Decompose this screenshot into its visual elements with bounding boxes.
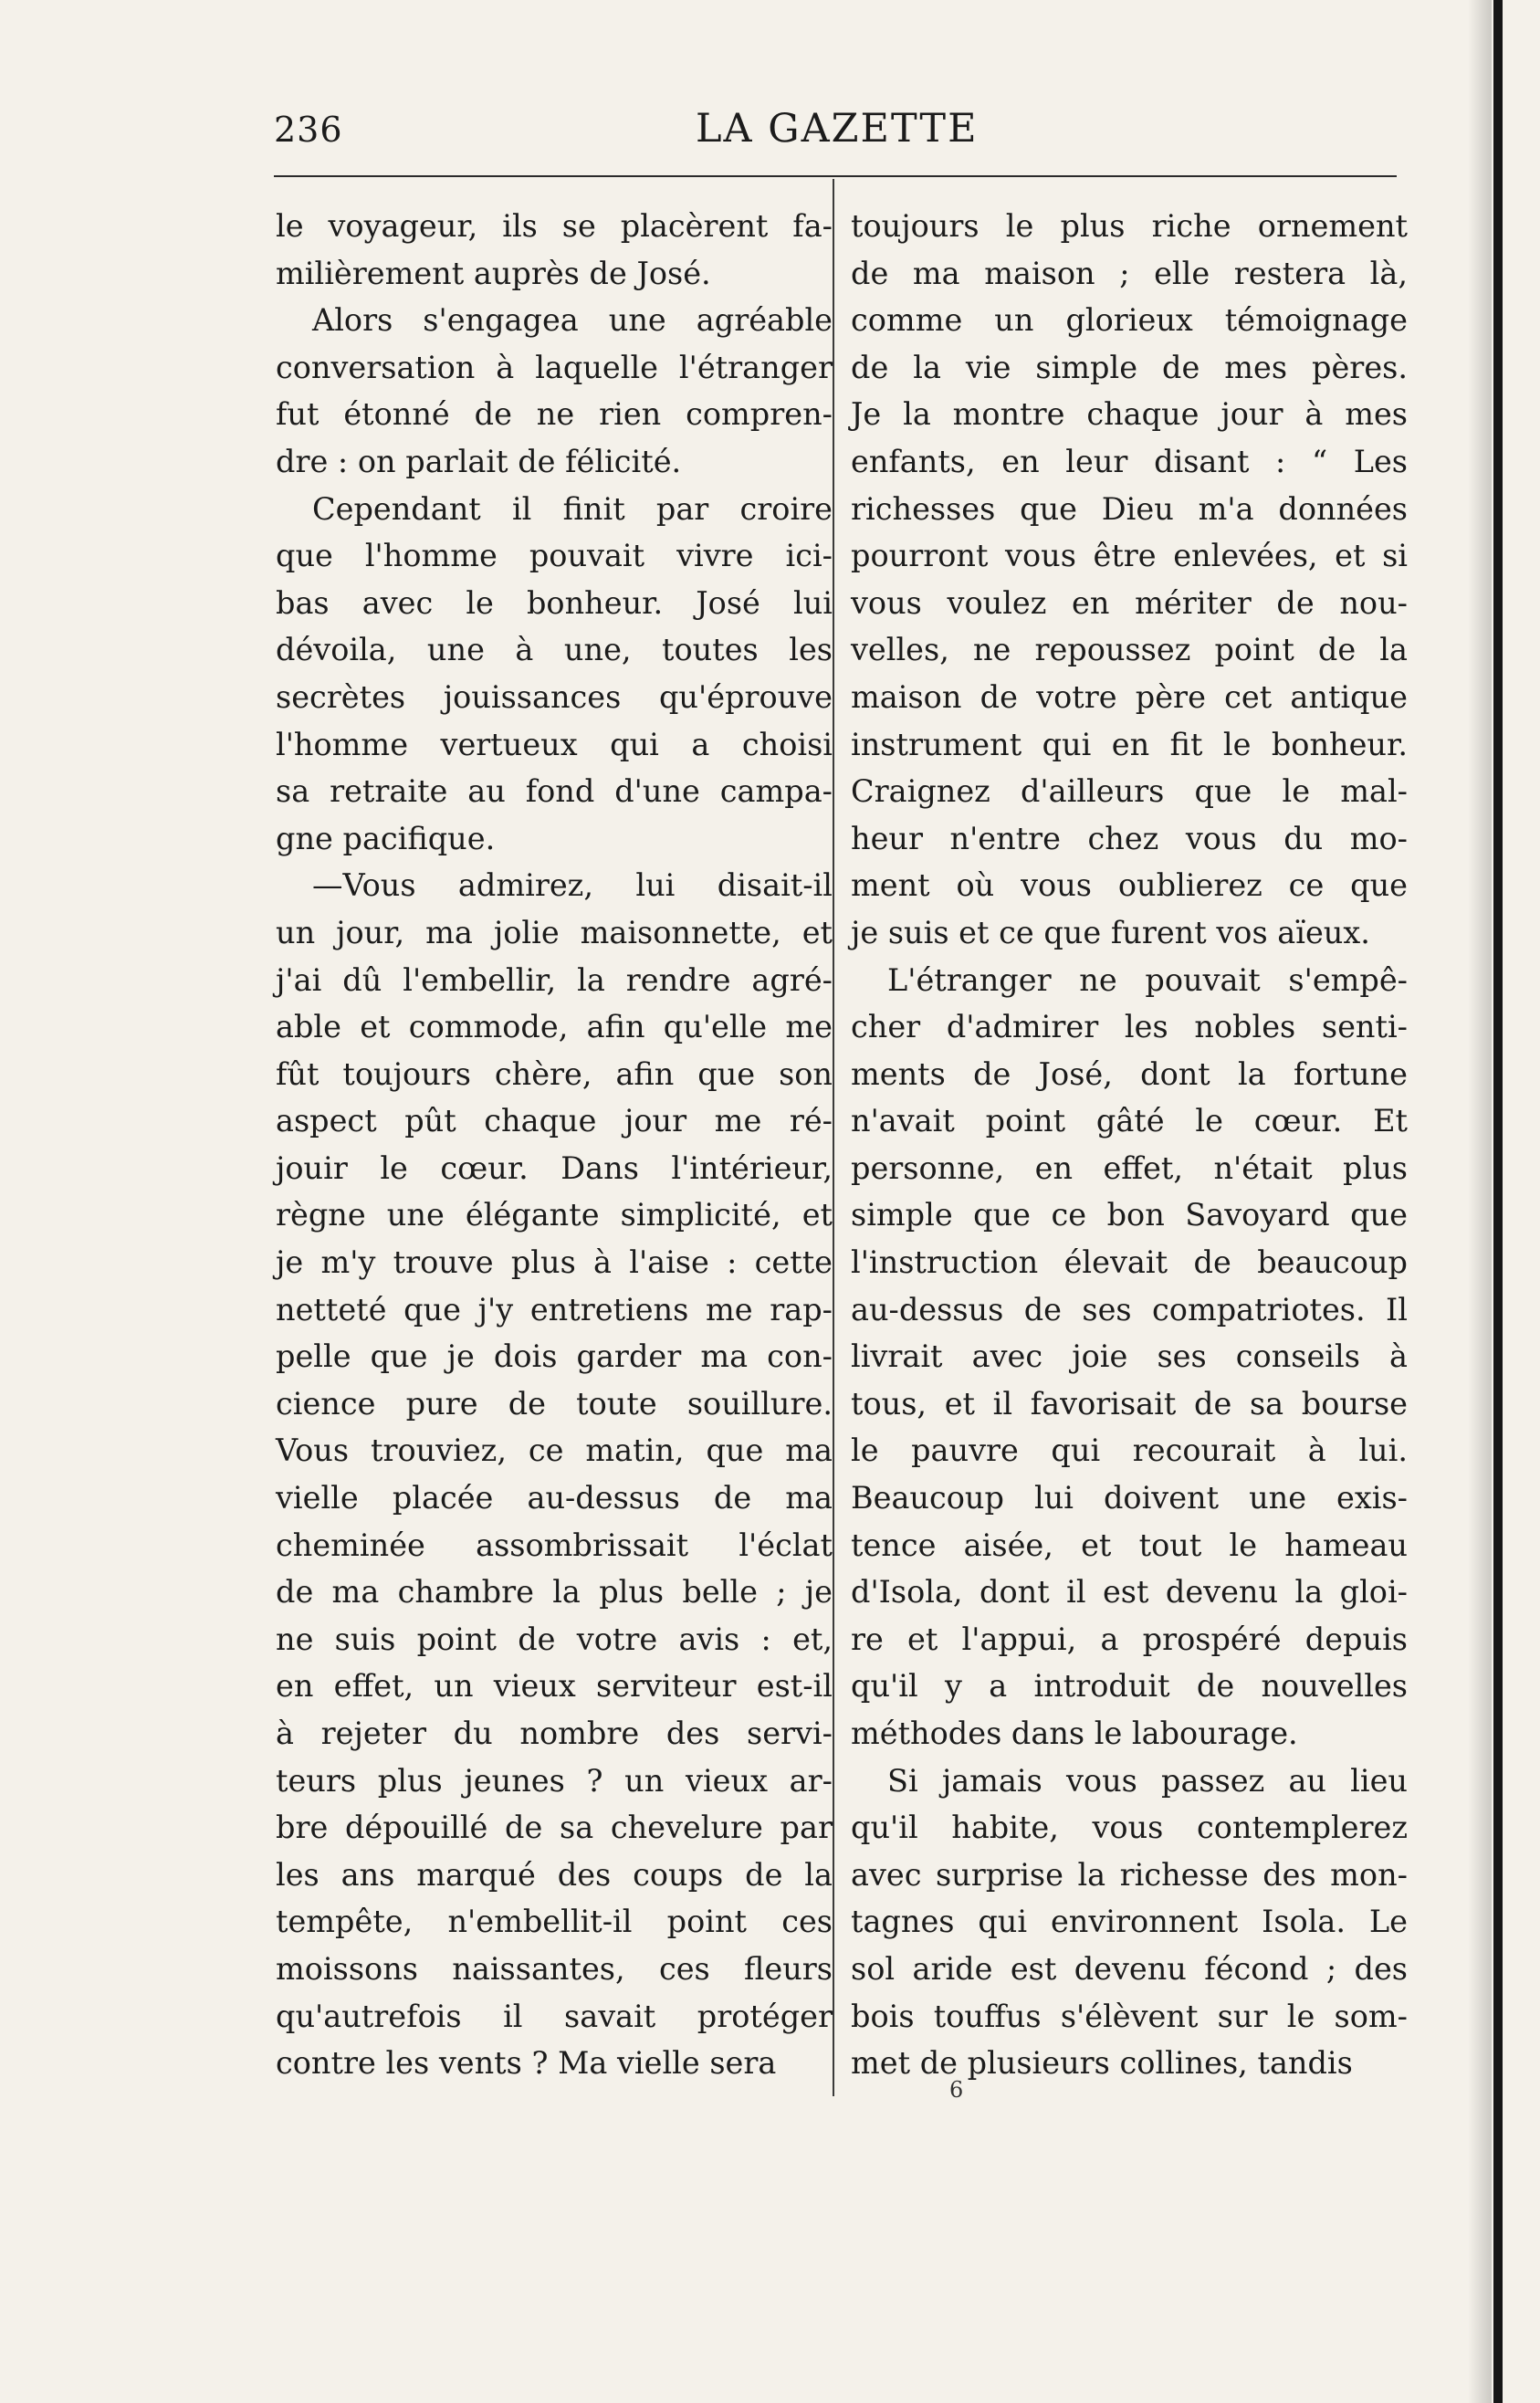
text-line: Craignez d'ailleurs que le mal-: [851, 773, 1408, 810]
text-line: L'étranger ne pouvait s'empê-: [887, 961, 1408, 998]
text-line: tagnes qui environnent Isola. Le: [851, 1904, 1408, 1940]
text-line: de ma chambre la plus belle ; je: [276, 1574, 833, 1611]
text-line: —Vous admirez, lui disait-il: [312, 867, 833, 904]
text-line: heur n'entre chez vous du mo-: [851, 820, 1408, 856]
text-line: fût toujours chère, afin que son: [276, 1055, 833, 1092]
text-line: je m'y trouve plus à l'aise : cette: [276, 1244, 833, 1281]
text-line: vielle placée au-dessus de ma: [276, 1480, 833, 1516]
text-line: comme un glorieux témoignage: [851, 302, 1408, 339]
text-line: ment où vous oublierez ce que: [851, 867, 1408, 904]
text-line: sol aride est devenu fécond ; des: [851, 1950, 1408, 1987]
text-line: jouir le cœur. Dans l'intérieur,: [276, 1149, 833, 1186]
text-line: n'avait point gâté le cœur. Et: [851, 1103, 1408, 1139]
text-line: Beaucoup lui doivent une exis-: [851, 1480, 1408, 1516]
text-line: en effet, un vieux serviteur est-il: [276, 1668, 833, 1705]
text-line: toujours le plus riche ornement: [851, 208, 1408, 244]
header-rule: [274, 175, 1397, 177]
text-line: tence aisée, et tout le hameau: [851, 1527, 1408, 1563]
page-header: [274, 102, 1397, 166]
text-line: instrument qui en fit le bonheur.: [851, 726, 1408, 762]
left-column: [276, 203, 833, 2087]
text-line: un jour, ma jolie maisonnette, et: [276, 914, 833, 950]
text-line: Alors s'engagea une agréable: [312, 302, 833, 339]
text-line: secrètes jouissances qu'éprouve: [276, 678, 833, 715]
text-line: ments de José, dont la fortune: [851, 1055, 1408, 1092]
text-line: les ans marqué des coups de la: [276, 1856, 833, 1893]
text-line: de la vie simple de mes pères.: [851, 349, 1408, 385]
text-line: gne pacifique.: [276, 820, 496, 856]
text-line: teurs plus jeunes ? un vieux ar-: [276, 1762, 833, 1799]
column-divider: [833, 179, 834, 2096]
text-line: Je la montre chaque jour à mes: [851, 396, 1408, 433]
text-line: méthodes dans le labourage.: [851, 1716, 1298, 1751]
text-line: règne une élégante simplicité, et: [276, 1197, 833, 1233]
page-binding-edge: [1493, 0, 1503, 2403]
text-line: richesses que Dieu m'a données: [851, 490, 1408, 527]
text-line: tempête, n'embellit-il point ces: [276, 1904, 833, 1940]
text-line: maison de votre père cet antique: [851, 678, 1408, 715]
page-number: 236: [274, 110, 343, 150]
text-line: cher d'admirer les nobles senti-: [851, 1009, 1408, 1045]
text-line: dévoila, une à une, toutes les: [276, 632, 833, 668]
text-line: l'homme vertueux qui a choisi: [276, 726, 833, 762]
text-line: netteté que j'y entretiens me rap-: [276, 1291, 833, 1327]
text-line: dre : on parlait de félicité.: [276, 443, 682, 479]
text-line: de ma maison ; elle restera là,: [851, 255, 1408, 291]
text-line: l'instruction élevait de beaucoup: [851, 1244, 1408, 1281]
page-binding-shadow: [1468, 0, 1492, 2403]
text-line: d'Isola, dont il est devenu la gloi-: [851, 1574, 1408, 1611]
text-line: à rejeter du nombre des servi-: [276, 1716, 833, 1751]
text-line: conversation à laquelle l'étranger: [276, 349, 833, 385]
text-line: sa retraite au fond d'une campa-: [276, 773, 833, 810]
text-line: que l'homme pouvait vivre ici-: [276, 538, 833, 574]
text-line: bre dépouillé de sa chevelure par: [276, 1810, 833, 1846]
text-line: velles, ne repoussez point de la: [851, 632, 1408, 668]
text-line: ne suis point de votre avis : et,: [276, 1621, 833, 1657]
running-title: LA GAZETTE: [696, 106, 979, 152]
text-line: aspect pût chaque jour me ré-: [276, 1103, 833, 1139]
text-line: contre les vents ? Ma vielle sera: [276, 2045, 777, 2082]
text-line: moissons naissantes, ces fleurs: [276, 1950, 833, 1987]
text-line: le pauvre qui recourait à lui.: [851, 1432, 1408, 1469]
right-column: [851, 203, 1408, 2087]
text-line: Cependant il finit par croire: [312, 490, 833, 527]
text-line: le voyageur, ils se placèrent fa-: [276, 208, 833, 244]
text-line: enfants, en leur disant : “ Les: [851, 443, 1408, 479]
text-line: pelle que je dois garder ma con-: [276, 1338, 833, 1375]
text-line: Si jamais vous passez au lieu: [887, 1762, 1408, 1799]
text-line: au-dessus de ses compatriotes. Il: [851, 1291, 1408, 1327]
text-line: pourront vous être enlevées, et si: [851, 538, 1408, 574]
text-line: met de plusieurs collines, tandis: [851, 2045, 1353, 2082]
text-line: cience pure de toute souillure.: [276, 1385, 833, 1422]
text-line: qu'il y a introduit de nouvelles: [851, 1668, 1408, 1705]
text-line: simple que ce bon Savoyard que: [851, 1197, 1408, 1233]
text-line: bois touffus s'élèvent sur le som-: [851, 1998, 1408, 2034]
text-line: re et l'appui, a prospéré depuis: [851, 1621, 1408, 1657]
text-line: personne, en effet, n'était plus: [851, 1149, 1408, 1186]
text-line: vous voulez en mériter de nou-: [851, 584, 1408, 621]
text-line: avec surprise la richesse des mon-: [851, 1856, 1408, 1893]
text-line: qu'il habite, vous contemplerez: [851, 1810, 1408, 1846]
text-line: livrait avec joie ses conseils à: [851, 1338, 1408, 1375]
text-line: cheminée assombrissait l'éclat: [276, 1527, 833, 1563]
text-line: je suis et ce que furent vos aïeux.: [851, 914, 1370, 950]
text-line: qu'autrefois il savait protéger: [276, 1998, 833, 2034]
text-line: milièrement auprès de José.: [276, 255, 711, 291]
signature-mark: 6: [949, 2077, 964, 2103]
text-line: fut étonné de ne rien compren-: [276, 396, 833, 433]
text-line: bas avec le bonheur. José lui: [276, 584, 833, 621]
text-line: tous, et il favorisait de sa bourse: [851, 1385, 1408, 1422]
text-line: j'ai dû l'embellir, la rendre agré-: [276, 961, 833, 998]
text-line: able et commode, afin qu'elle me: [276, 1009, 833, 1045]
text-line: Vous trouviez, ce matin, que ma: [276, 1432, 833, 1469]
